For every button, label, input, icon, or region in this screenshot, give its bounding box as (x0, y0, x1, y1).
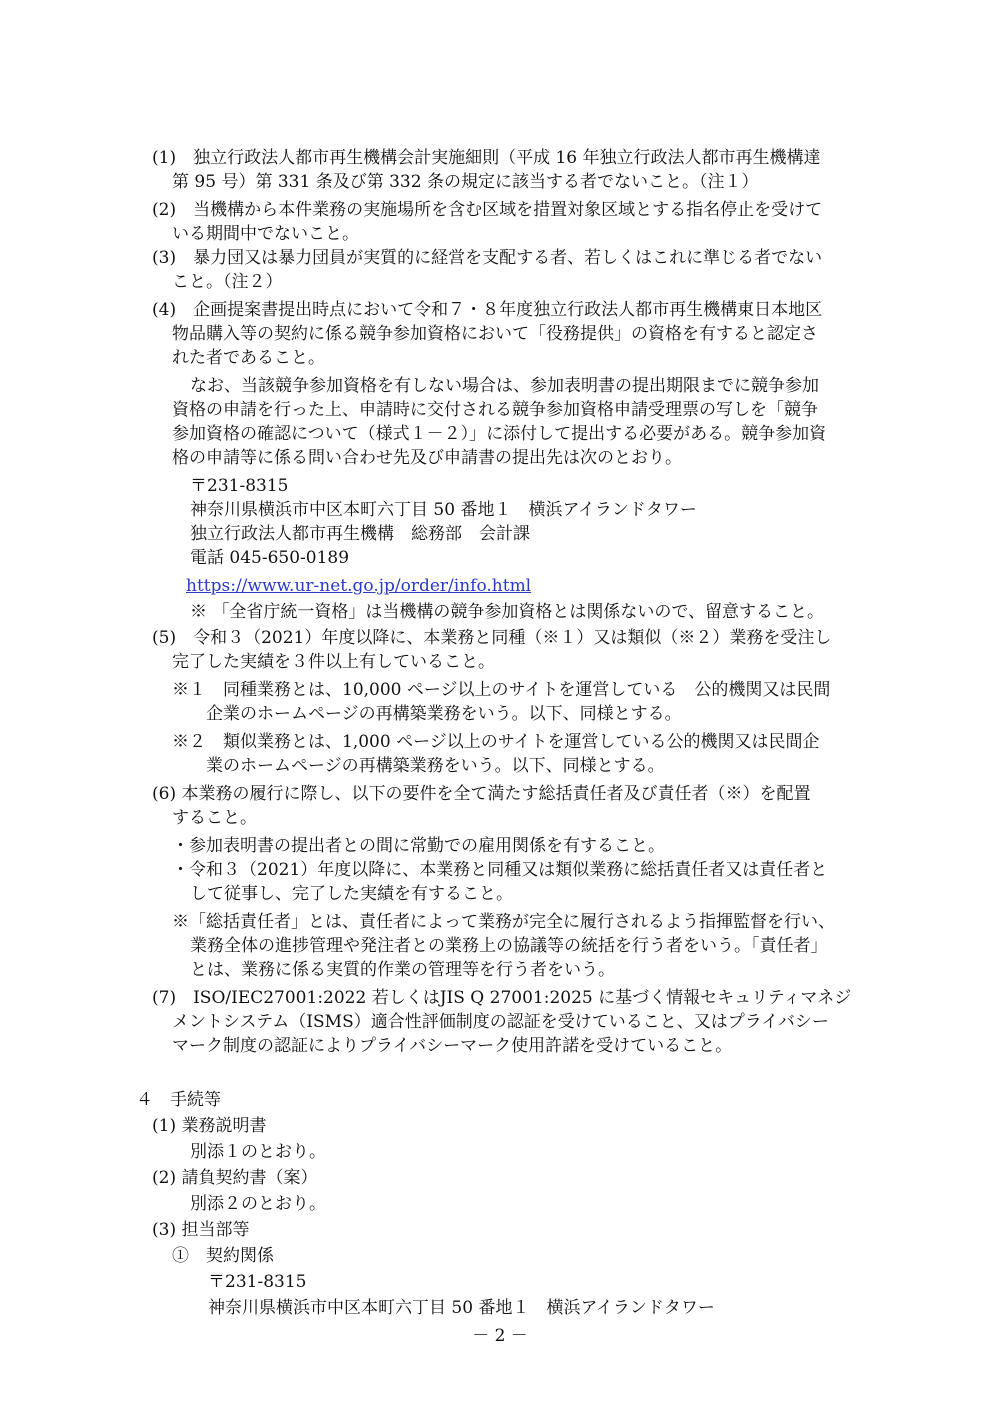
item-heading-2: (2) 請負契約書（案） (152, 1168, 318, 1188)
text-line-32: 業務全体の進捗管理や発注者との業務上の協議等の統括を行う者をいう。「責任者」 (190, 936, 828, 956)
text-line-21: 完了した実績を３件以上有していること。 (172, 652, 495, 672)
text-line-1: (1) 独立行政法人都市再生機構会計実施細則（平成 16 年独立行政法人都市再生機構達 (152, 148, 821, 168)
organization-line: 独立行政法人都市再生機構 総務部 会計課 (190, 524, 530, 544)
text-line-3: (2) 当機構から本件業務の実施場所を含む区域を措置対象区域とする指名停止を受けて (152, 200, 823, 220)
item-heading-3: (3) 担当部等 (152, 1220, 250, 1240)
section-heading: ４ 手続等 (136, 1090, 221, 1110)
text-line-28: ・参加表明書の提出者との間に常勤での雇用関係を有すること。 (172, 836, 665, 856)
postal-code-2: 〒231-8315 (208, 1272, 307, 1292)
text-line-20: (5) 令和３（2021）年度以降に、本業務と同種（※１）又は類似（※２）業務を受注し (152, 628, 832, 648)
text-line-6: こと。（注２） (172, 272, 283, 292)
text-line-33: とは、業務に係る実質的作業の管理等を行う者をいう。 (190, 960, 615, 980)
text-line-13: 格の申請等に係る問い合わせ先及び申請書の提出先は次のとおり。 (172, 448, 682, 468)
text-line-4: いる期間中でないこと。 (172, 224, 359, 244)
address-line: 神奈川県横浜市中区本町六丁目 50 番地１ 横浜アイランドタワー (190, 500, 697, 520)
page-number: － 2 － (472, 1326, 528, 1346)
item-text-2: 別添２のとおり。 (190, 1194, 326, 1214)
text-line-7: (4) 企画提案書提出時点において令和７・８年度独立行政法人都市再生機構東日本地区 (152, 300, 823, 320)
postal-code: 〒231-8315 (190, 476, 289, 496)
text-line-36: マーク制度の認証によりプライバシーマーク使用許諾を受けていること。 (172, 1036, 733, 1056)
sub-item-heading: ① 契約関係 (172, 1246, 274, 1266)
info-url-link[interactable]: https://www.ur-net.go.jp/order/info.html (186, 576, 532, 596)
text-line-11: 資格の申請を行った上、申請時に交付される競争参加資格申請受理票の写しを「競争 (172, 400, 818, 420)
text-line-22: ※１ 同種業務とは、10,000 ページ以上のサイトを運営している 公的機関又は民間 (172, 680, 831, 700)
text-line-29: ・令和３（2021）年度以降に、本業務と同種又は類似業務に総括責任者又は責任者と (172, 860, 828, 880)
text-line-24: ※２ 類似業務とは、1,000 ページ以上のサイトを運営している公的機関又は民間企 (172, 732, 820, 752)
text-line-25: 業のホームページの再構築業務をいう。以下、同様とする。 (206, 756, 665, 776)
text-line-30: して従事し、完了した実績を有すること。 (190, 884, 513, 904)
item-heading-1: (1) 業務説明書 (152, 1116, 267, 1136)
text-line-9: れた者であること。 (172, 348, 325, 368)
item-text-1: 別添１のとおり。 (190, 1142, 326, 1162)
text-line-5: (3) 暴力団又は暴力団員が実質的に経営を支配する者、若しくはこれに準じる者でない (152, 248, 823, 268)
text-line-27: すること。 (172, 808, 257, 828)
text-line-10: なお、当該競争参加資格を有しない場合は、参加表明書の提出期限までに競争参加 (190, 376, 819, 396)
text-line-19: ※ 「全省庁統一資格」は当機構の競争参加資格とは関係ないので、留意すること。 (190, 602, 825, 622)
text-line-2: 第 95 号）第 331 条及び第 332 条の規定に該当する者でないこと。（注１） (172, 172, 759, 192)
text-line-23: 企業のホームページの再構築業務をいう。以下、同様とする。 (206, 704, 682, 724)
text-line-8: 物品購入等の契約に係る競争参加資格において「役務提供」の資格を有すると認定さ (172, 324, 818, 344)
text-line-35: メントシステム（ISMS）適合性評価制度の認証を受けていること、又はプライバシー (172, 1012, 829, 1032)
text-line-34: (7) ISO/IEC27001:2022 若しくはJIS Q 27001:2025 に基づく情報セキュリティマネジ (152, 988, 852, 1008)
address-line-2: 神奈川県横浜市中区本町六丁目 50 番地１ 横浜アイランドタワー (208, 1298, 715, 1318)
text-line-26: (6) 本業務の履行に際し、以下の要件を全て満たす総括責任者及び責任者（※）を配置 (152, 784, 811, 804)
text-line-12: 参加資格の確認について（様式１－２）」に添付して提出する必要がある。競争参加資 (172, 424, 827, 444)
text-line-31: ※「総括責任者」とは、責任者によって業務が完全に履行されるよう指揮監督を行い、 (172, 912, 835, 932)
phone-line: 電話 045-650-0189 (190, 548, 350, 568)
